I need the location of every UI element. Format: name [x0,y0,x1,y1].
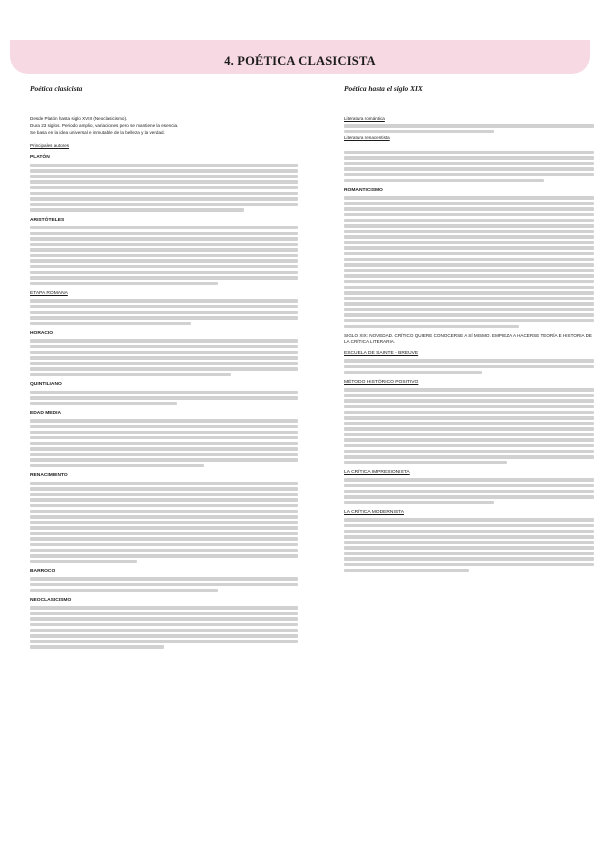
section-neoclasicismo: NEOCLASICISMO [30,597,72,603]
section-metodo-historico: MÉTODO HISTÓRICO POSITIVO [344,379,419,385]
principal-authors-label: Principales autores [30,143,70,149]
section-barroco: BARROCO [30,569,56,575]
literatura-renacentista-label: Literatura renacentista [344,135,390,141]
section-platon: PLATÓN [30,155,50,161]
section-renacimiento: RENACIMIENTO [30,473,68,479]
section-etapa-romana: ETAPA ROMANA [30,291,68,297]
intro-line-1: Desde Platón hasta siglo XVIII (Neoclasicismo). [30,116,128,121]
left-heading: Poética clasicista [30,84,83,93]
section-aristoteles: ARISTÓTELES [30,217,65,223]
siglo-xix-paragraph: SIGLO XIX: NOVEDAD. CRÍTICO QUIERE CONOCERSE A SÍ MISMO. EMPIEZA A HACERSE TEORÍA E HISTORIA DE LA CRÍTICA LITERARIA. [344,332,592,345]
section-critica-impresionista: LA CRÍTICA IMPRESIONISTA [344,470,410,476]
section-quintiliano: QUINTILIANO [30,382,62,388]
intro-line-2: Dura 23 siglos. Periodo amplio, variaciones pero se mantiene la esencia. [30,123,179,129]
page-title: 4. POÉTICA CLASICISTA [224,54,376,68]
right-column [344,84,594,574]
section-critica-modernista: LA CRÍTICA MODERNISTA [344,510,404,516]
intro-line-3: Se basa en la idea universal e inmutable de la belleza y la verdad. [30,130,165,136]
left-column [30,84,298,651]
section-edad-media: EDAD MEDIA [30,411,61,417]
section-romanticismo: ROMANTICISMO [344,188,383,193]
section-horacio: HORACIO [30,331,54,337]
section-sainte-beuve: ESCUELA DE SAINTE - BREUVE [344,351,419,357]
right-heading: Poética hasta el siglo XIX [344,84,423,93]
literatura-romantica-label: Literatura romántica [344,116,385,121]
